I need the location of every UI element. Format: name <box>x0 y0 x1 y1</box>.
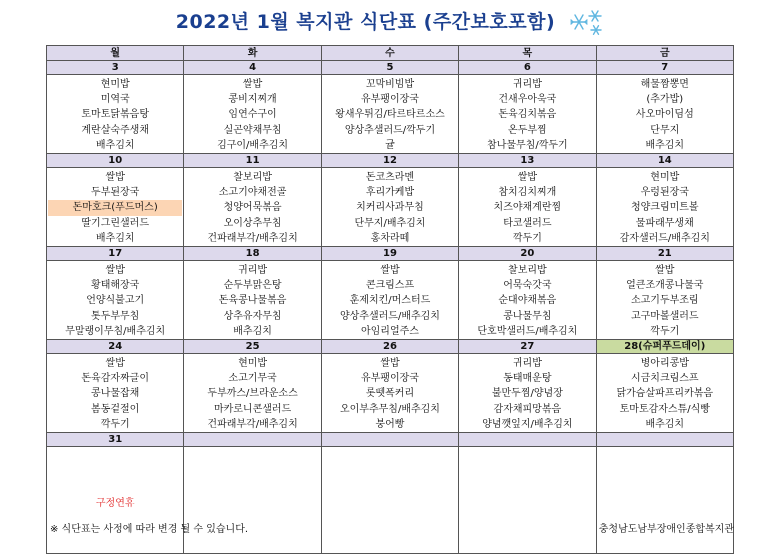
menu-cell <box>321 75 458 154</box>
menu-item: 순두부맑은탕 <box>223 280 282 292</box>
menu-item: 배추김치 <box>233 325 272 337</box>
menu-item: 참나물무침/깍두기 <box>487 139 568 151</box>
menu-item: 찰보리밥 <box>508 265 547 276</box>
menu-item: 고구마볼샐러드 <box>630 310 699 322</box>
menu-item: 돈육감자짜글이 <box>81 373 149 385</box>
menu-item: 쌀밥 <box>105 265 125 276</box>
menu-item: 유부팽이장국 <box>360 373 419 385</box>
menu-item: 톳두부무침 <box>91 310 140 322</box>
menu-cell <box>596 261 733 340</box>
menu-item: 건새우아욱국 <box>498 94 557 106</box>
menu-item: 건파래부각/배추김치 <box>207 418 298 430</box>
date-cell: 4 <box>184 61 321 75</box>
menu-item: 돈마호크(푸드머스) <box>48 200 182 215</box>
menu-cell <box>459 447 596 554</box>
menu-row <box>47 447 734 554</box>
menu-cell <box>596 447 733 554</box>
menu-item: 토마토감자스튜/식빵 <box>619 403 710 415</box>
date-cell: 3 <box>47 61 184 75</box>
menu-cell <box>321 354 458 433</box>
menu-item: 마카로니콘샐러드 <box>213 403 292 415</box>
menu-item: 청양크림미트볼 <box>630 202 699 214</box>
weekday-header: 목 <box>459 46 596 61</box>
menu-item: 동태매운탕 <box>503 373 552 385</box>
date-cell: 18 <box>184 247 321 261</box>
menu-item: 쌀밥 <box>105 358 125 369</box>
date-row <box>47 433 734 447</box>
menu-item: 롯뗏폭커리 <box>365 388 415 400</box>
menu-cell <box>47 354 184 433</box>
date-cell: 6 <box>459 61 596 75</box>
menu-cell <box>596 354 733 433</box>
menu-item: 배추김치 <box>645 418 685 430</box>
menu-item: 무말랭이무침/배추김치 <box>65 325 166 337</box>
menu-item: 황태해장국 <box>91 280 140 292</box>
menu-item: 현미밥 <box>238 358 268 369</box>
menu-item: 얼큰조개콩나물국 <box>626 280 704 292</box>
menu-item: 감자채피망볶음 <box>493 403 562 415</box>
weekday-header: 수 <box>321 46 458 61</box>
menu-item: 단호박샐러드/배추김치 <box>477 325 578 337</box>
menu-item: 귀리밥 <box>512 79 542 90</box>
menu-item: 왕새우튀김/타르타르소스 <box>335 109 445 121</box>
menu-item: 배추김치 <box>95 139 135 151</box>
menu-item: 불만두찜/양념장 <box>491 388 563 400</box>
menu-cell <box>47 168 184 247</box>
date-cell: 31 <box>47 433 184 447</box>
menu-item: 계란살숙주생채 <box>81 124 149 136</box>
weekday-header-row <box>47 46 734 61</box>
menu-item: 쌀밥 <box>380 265 400 276</box>
menu-item: 돈육콩나물볶음 <box>218 295 287 307</box>
menu-cell <box>321 168 458 247</box>
date-cell: 28(슈퍼푸드데이) <box>596 340 733 354</box>
date-cell: 13 <box>459 154 596 168</box>
menu-cell <box>47 447 184 554</box>
menu-item: 감자샐러드/배추김치 <box>619 232 710 244</box>
menu-item: 언양식불고기 <box>86 295 145 307</box>
date-cell: 25 <box>184 340 321 354</box>
menu-cell <box>184 261 321 340</box>
menu-item: 치커리사과무침 <box>356 202 424 214</box>
date-row <box>47 340 734 354</box>
date-cell: 20 <box>459 247 596 261</box>
menu-item: 현미밥 <box>650 172 680 183</box>
menu-row <box>47 168 734 247</box>
menu-item: 김구이/배추김치 <box>217 139 289 151</box>
menu-item: 온두부찜 <box>508 124 547 136</box>
date-cell: 19 <box>321 247 458 261</box>
menu-item: 시금치크림스프 <box>630 373 699 385</box>
menu-item: 청양어묵볶음 <box>223 202 282 214</box>
snowflake-icon <box>568 7 604 37</box>
menu-item: 현미밥 <box>100 79 130 90</box>
menu-item: 소고기무국 <box>228 373 277 385</box>
menu-item: 쌀밥 <box>242 79 263 90</box>
menu-item: 토마토닭볶음탕 <box>81 109 149 121</box>
menu-cell <box>184 354 321 433</box>
menu-item: 깍두기 <box>650 325 680 337</box>
date-cell: 24 <box>47 340 184 354</box>
menu-cell <box>596 168 733 247</box>
menu-row <box>47 261 734 340</box>
menu-item: 콩비지찌개 <box>228 94 277 106</box>
menu-item: 유부팽이장국 <box>360 94 419 106</box>
menu-item: 봄동겉절이 <box>91 403 140 415</box>
menu-item: 찰보리밥 <box>233 172 272 183</box>
menu-item: 참치김치찌개 <box>498 187 557 199</box>
menu-item: 후리가케밥 <box>365 187 415 199</box>
menu-body <box>47 61 734 554</box>
menu-cell <box>184 75 321 154</box>
footnote: ※ 식단표는 사정에 따라 변경 될 수 있습니다. <box>50 524 249 535</box>
organization-name: 충청남도남부장애인종합복지관 <box>598 524 734 535</box>
menu-cell <box>459 75 596 154</box>
menu-item: 쌀밥 <box>380 358 400 369</box>
menu-cell <box>321 447 458 554</box>
menu-table <box>46 45 734 554</box>
menu-item: 사오마이딤섬 <box>635 109 694 121</box>
date-cell <box>321 433 458 447</box>
menu-item: 딸기그린샐러드 <box>81 217 149 229</box>
menu-cell <box>459 261 596 340</box>
weekday-header: 화 <box>184 46 321 61</box>
weekday-header: 금 <box>596 46 733 61</box>
menu-row <box>47 75 734 154</box>
menu-cell <box>184 168 321 247</box>
title-area <box>0 6 780 40</box>
menu-item: 쌀밥 <box>655 265 675 276</box>
menu-item: 배추김치 <box>95 232 135 244</box>
menu-item: 우렁된장국 <box>640 187 689 199</box>
menu-item: 돈육김치볶음 <box>498 109 557 121</box>
weekday-header: 월 <box>47 46 184 61</box>
menu-item: 순대야채볶음 <box>498 295 557 307</box>
menu-item: 상추유자무침 <box>223 310 282 322</box>
menu-item: 치즈야채계란찜 <box>493 202 562 214</box>
menu-item: 양념깻잎지/배추김치 <box>482 418 573 430</box>
menu-cell <box>459 354 596 433</box>
menu-item: 배추김치 <box>645 139 685 151</box>
menu-item: 단무지 <box>650 124 680 136</box>
menu-item: 두부까스/브라운소스 <box>207 388 298 400</box>
menu-item: 꼬막비빔밥 <box>365 79 415 90</box>
menu-item: 오이부추무침/배추김치 <box>339 403 440 415</box>
date-row <box>47 61 734 75</box>
menu-item: 병아리콩밥 <box>640 358 689 369</box>
menu-cell <box>184 447 321 554</box>
menu-item: 단무지/배추김치 <box>354 217 426 229</box>
date-cell: 10 <box>47 154 184 168</box>
menu-item: 붕어빵 <box>375 418 405 430</box>
menu-item: 귀리밥 <box>512 358 542 369</box>
date-cell: 17 <box>47 247 184 261</box>
menu-item: 쌀밥 <box>105 172 125 183</box>
date-cell: 21 <box>596 247 733 261</box>
menu-item: 깍두기 <box>512 232 542 244</box>
menu-cell <box>47 75 184 154</box>
menu-item: 타코샐러드 <box>503 217 552 229</box>
menu-item: 해물짬뽕면 <box>640 79 689 90</box>
menu-item: 귤 <box>385 139 395 151</box>
menu-item: 귀리밥 <box>238 265 268 276</box>
date-cell <box>459 433 596 447</box>
date-cell <box>596 433 733 447</box>
menu-cell <box>47 261 184 340</box>
menu-item: 콩나물잡채 <box>91 388 140 400</box>
menu-item: 콘크림스프 <box>365 280 415 292</box>
menu-item: 건파래부각/배추김치 <box>207 232 298 244</box>
date-cell: 27 <box>459 340 596 354</box>
date-cell: 11 <box>184 154 321 168</box>
date-cell: 14 <box>596 154 733 168</box>
menu-item: 임연수구이 <box>228 109 277 121</box>
holiday-note: 구정연휴 <box>95 497 135 509</box>
menu-row <box>47 354 734 433</box>
menu-cell <box>459 168 596 247</box>
menu-item: 양상추샐러드/배추김치 <box>339 310 440 322</box>
menu-item: 콩나물무침 <box>503 310 552 322</box>
menu-item: 두부된장국 <box>91 187 140 199</box>
date-cell: 26 <box>321 340 458 354</box>
date-cell: 7 <box>596 61 733 75</box>
menu-cell <box>321 261 458 340</box>
menu-item: 미역국 <box>100 94 130 106</box>
menu-item: 소고기야채전골 <box>218 187 287 199</box>
date-cell: 5 <box>321 61 458 75</box>
menu-item: 깍두기 <box>100 418 130 430</box>
date-row <box>47 154 734 168</box>
menu-item: (추가밥) <box>646 94 684 106</box>
menu-item: 소고기두부조림 <box>630 295 699 307</box>
page-title: 2022년 1월 복지관 식단표 (주간보호포함) <box>175 11 556 33</box>
menu-item: 물파래무생채 <box>635 217 694 229</box>
menu-item: 홍차라떼 <box>370 232 410 244</box>
date-cell: 12 <box>321 154 458 168</box>
menu-item: 돈코츠라멘 <box>365 172 415 183</box>
menu-cell <box>596 75 733 154</box>
menu-item: 훈제치킨/머스터드 <box>349 295 431 307</box>
menu-item: 아임리얼주스 <box>360 325 419 337</box>
menu-item: 쌀밥 <box>517 172 538 183</box>
date-cell <box>184 433 321 447</box>
menu-item: 실곤약채무침 <box>223 124 282 136</box>
date-row <box>47 247 734 261</box>
menu-item: 오이상추무침 <box>223 217 282 229</box>
menu-item: 닭가슴살파프리카볶음 <box>616 388 714 400</box>
menu-item: 양상추샐러드/깍두기 <box>344 124 436 136</box>
menu-item: 어묵숙갓국 <box>503 280 552 292</box>
